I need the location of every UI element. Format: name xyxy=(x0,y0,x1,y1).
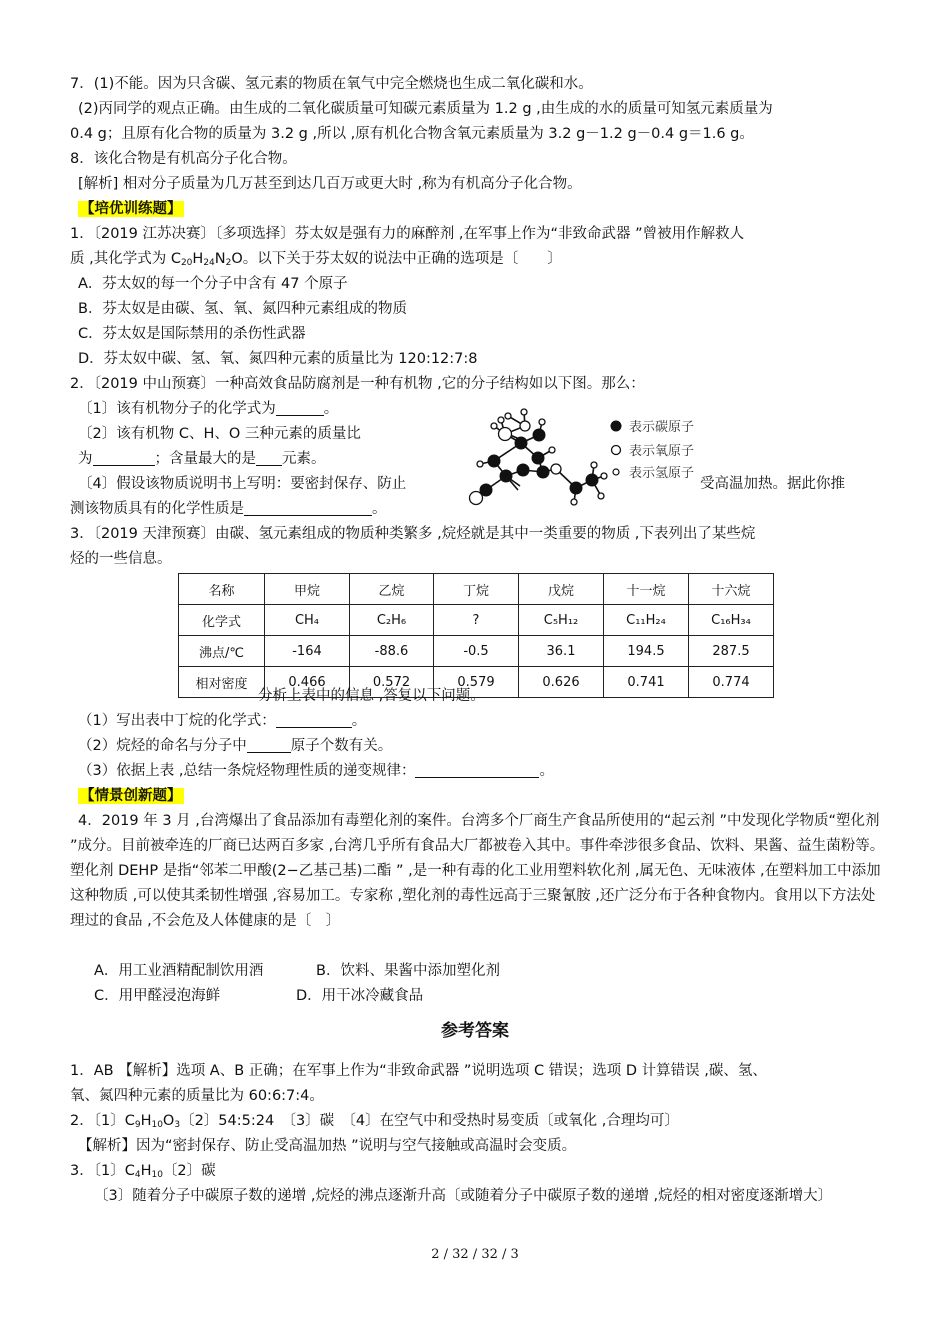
question-4-stem: 4．2019 年 3 月 ,台湾爆出了食品添加有毒塑化剂的案件。台湾多个厂商生产食品所使用的“起云剂 ”中发现化学物质“塑化剂 ”成分。目前被牵连的厂商已达两百多家 ,台湾几乎所有食品大厂都被卷入其中。事件牵涉很多食品、饮料、果酱、益生菌粉等。塑化剂 DEHP 是指“邻苯二甲酸(2−乙基己基)二酯 ” ,是一种有毒的化工业用塑料软化剂 ,属无色、无味液体 ,在塑料加工中添加这种物质 ,可以使其柔韧性增强 ,容易加工。专家称 ,塑化剂的毒性远高于三聚氰胺 ,还广泛分布于各种食物内。食用以下方法处理过的食品 ,不会危及人体健康的是〔 〕 xyxy=(70,813,885,929)
question-3-part1: （1）写出表中丁烷的化学式： 。 xyxy=(78,713,367,729)
question-2-part4c: 测该物质具有的化学性质是 。 xyxy=(70,501,387,517)
answer-2: 2．〔1〕$C_9H_{10}O_3$〔2〕54:5:24 〔3〕碳 〔4〕在空气中和受热时易变质〔或氧化 ,合理均可〕 xyxy=(70,1113,679,1130)
carbon-legend-icon xyxy=(611,421,622,432)
section-heading-advanced: 【培优训练题】 xyxy=(80,201,182,217)
question-4-option-c: C．用甲醛浸泡海鲜 xyxy=(94,988,221,1004)
question-1-option-c: C．芬太奴是国际禁用的杀伤性武器 xyxy=(78,326,306,342)
table-row: 沸点/℃ -164 -88.6 -0.5 36.1 194.5 287.5 xyxy=(179,636,774,667)
question-4-option-a: A．用工业酒精配制饮用酒 xyxy=(94,963,264,979)
question-3-analyze: 分析上表中的信息 ,答复以下问题。 xyxy=(258,688,485,704)
question-4-option-b: B．饮料、果酱中添加塑化剂 xyxy=(316,963,500,979)
question-2-part2b: 为 ；含量最大的是 元素。 xyxy=(78,451,326,467)
answer-8-analysis: [解析] 相对分子质量为几万甚至到达几百万或更大时 ,称为有机高分子化合物。 xyxy=(78,176,582,192)
answer-7-line2: (2)丙同学的观点正确。由生成的二氧化碳质量可知碳元素质量为 1.2 g ,由生成的水的质量可知氢元素质量为 xyxy=(78,101,773,117)
answer-1-line2: 氧、氮四种元素的质量比为 60:6:7:4。 xyxy=(70,1088,324,1104)
table-row: 名称 甲烷 乙烷 丁烷 戊烷 十一烷 十六烷 xyxy=(179,574,774,605)
question-3-line2: 烃的一些信息。 xyxy=(70,551,172,567)
answer-3: 3．〔1〕$C_4H_{10}$〔2〕碳 xyxy=(70,1163,216,1180)
answer-3-part3: 〔3〕随着分子中碳原子数的递增 ,烷烃的沸点逐渐升高〔或随着分子中碳原子数的递增 ,烷烃的相对密度逐渐增大〕 xyxy=(94,1188,833,1204)
carbon-legend-label: 表示碳原子 xyxy=(629,420,695,435)
oxygen-legend-icon xyxy=(612,446,621,455)
question-1-line2: 质 ,其化学式为 $C_{20}H_{24}N_2O$。以下关于芬太奴的说法中正确的选项是〔 〕 xyxy=(70,251,562,268)
table-row: 相对密度 0.466 0.572 0.579 0.626 0.741 0.774 xyxy=(179,667,774,698)
question-1-option-b: B．芬太奴是由碳、氢、氧、氮四种元素组成的物质 xyxy=(78,301,407,317)
answer-7-line1: 7．(1)不能。因为只含碳、氢元素的物质在氧气中完全燃烧也生成二氧化碳和水。 xyxy=(70,76,593,92)
page-number: 2 / 32 / 32 / 3 xyxy=(431,1247,519,1262)
question-2-part4b: 受高温加热。据此你推 xyxy=(700,476,845,492)
question-1-option-a: A．芬太奴的每一个分子中含有 47 个原子 xyxy=(78,276,348,292)
question-1-line1: 1．〔2019 江苏决赛〕〔多项选择〕芬太奴是强有力的麻醉剂 ,在军事上作为“非致命武器 ”曾被用作解救人 xyxy=(70,226,745,242)
hydrogen-legend-icon xyxy=(613,469,619,475)
question-4-option-d: D．用干冰冷藏食品 xyxy=(296,988,424,1004)
answers-title: 参考答案 xyxy=(441,1021,509,1041)
table-row: 化学式 CH₄ C₂H₆ ? C₅H₁₂ C₁₁H₂₄ C₁₆H₃₄ xyxy=(179,605,774,636)
answer-2-analysis: 【解析】因为“密封保存、防止受高温加热 ”说明与空气接触或高温时会变质。 xyxy=(78,1138,577,1154)
answer-8: 8．该化合物是有机高分子化合物。 xyxy=(70,151,297,167)
question-3-line1: 3．〔2019 天津预赛〕由碳、氢元素组成的物质种类繁多 ,烷烃就是其中一类重要的物质 ,下表列出了某些烷 xyxy=(70,526,756,542)
question-3-part2: （2）烷烃的命名与分子中 原子个数有关。 xyxy=(78,738,393,754)
molecule-structure-diagram xyxy=(468,408,718,508)
answer-1-line1: 1．AB 【解析】选项 A、B 正确；在军事上作为“非致命武器 ”说明选项 C 错误；选项 D 计算错误 ,碳、氢、 xyxy=(70,1063,767,1079)
question-2-part4a: 〔4〕假设该物质说明书上写明：要密封保存、防止 xyxy=(78,476,407,492)
question-2-part1: 〔1〕该有机物分子的化学式为 。 xyxy=(78,401,339,417)
oxygen-legend-label: 表示氧原子 xyxy=(629,444,695,459)
alkane-data-table xyxy=(178,573,774,698)
question-2-part2a: 〔2〕该有机物 C、H、O 三种元素的质量比 xyxy=(78,426,361,442)
question-3-part3: （3）依据上表 ,总结一条烷烃物理性质的递变规律： 。 xyxy=(78,763,554,779)
question-2-stem: 2．〔2019 中山预赛〕一种高效食品防腐剂是一种有机物 ,它的分子结构如以下图。那么： xyxy=(70,376,645,392)
answer-7-line3: 0.4 g；且原有化合物的质量为 3.2 g ,所以 ,原有机化合物含氧元素质量为 3.2 g－1.2 g－0.4 g＝1.6 g。 xyxy=(70,126,754,142)
question-1-option-d: D．芬太奴中碳、氢、氧、氮四种元素的质量比为 120:12:7:8 xyxy=(78,351,478,367)
section-heading-innovation: 【情景创新题】 xyxy=(80,788,182,804)
hydrogen-legend-label: 表示氢原子 xyxy=(629,466,695,481)
